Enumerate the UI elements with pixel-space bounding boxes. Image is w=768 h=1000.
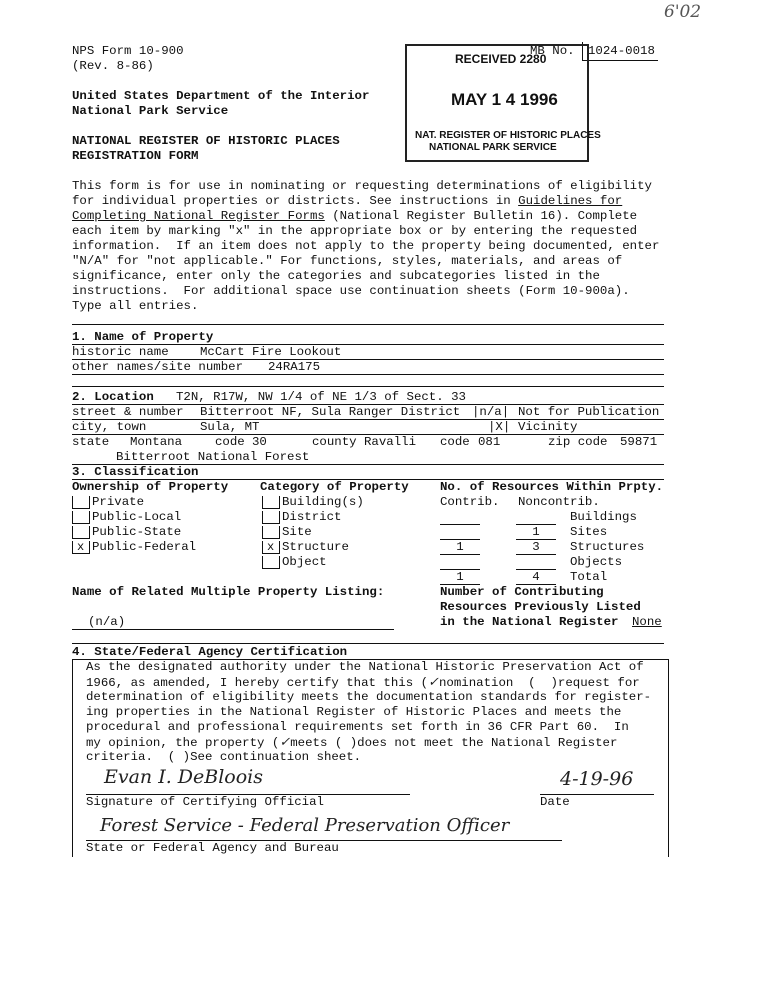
other-names-label: other names/site number <box>72 360 244 374</box>
form-subtitle: REGISTRATION FORM <box>72 149 199 163</box>
received-stamp <box>405 44 601 162</box>
section-2-heading: 2. Location <box>72 390 154 404</box>
state-value: Montana <box>130 435 183 449</box>
previously-listed-value: None <box>632 615 662 629</box>
ownership-option-label: Public-State <box>92 525 182 539</box>
ownership-option-label: Public-Federal <box>92 540 197 554</box>
category-option-label: Building(s) <box>282 495 364 509</box>
omb-number: 1024-0018 <box>588 44 655 58</box>
category-heading: Category of Property <box>260 480 409 494</box>
ownership-option-label: Public-Local <box>92 510 182 524</box>
state-code-value: 30 <box>252 435 267 449</box>
ownership-heading: Ownership of Property <box>72 480 229 494</box>
date-label: Date <box>540 795 570 809</box>
contributing-count <box>440 525 480 540</box>
noncontributing-count <box>516 555 556 570</box>
department-name: United States Department of the Interior <box>72 89 370 103</box>
section-1-heading: 1. Name of Property <box>72 330 214 344</box>
noncontrib-heading: Noncontrib. <box>518 495 600 509</box>
ownership-checkbox <box>72 526 90 539</box>
certifying-signature: Evan I. DeBloois <box>104 766 264 788</box>
noncontributing-count: 1 <box>516 525 556 540</box>
category-checkbox <box>262 496 280 509</box>
cert-line: criteria. ( )See continuation sheet. <box>86 750 362 764</box>
category-checkbox <box>262 556 280 569</box>
cert-line <box>86 675 640 691</box>
agency-name: National Park Service <box>72 104 229 118</box>
contributing-count <box>440 510 480 525</box>
section-4-heading: 4. State/Federal Agency Certification <box>72 645 348 659</box>
cert-line: procedural and professional requirements set forth in 36 CFR Part 60. In <box>86 720 629 734</box>
form-revision: (Rev. 8-86) <box>72 59 154 73</box>
previously-listed-label: Resources Previously Listed <box>440 600 641 614</box>
cert-line <box>86 735 617 751</box>
intro-text: (National Register Bulletin 16). Complete <box>324 209 638 223</box>
cert-text: my opinion, the property ( <box>86 736 280 750</box>
vicinity-box: |X| <box>488 420 511 434</box>
forest-name: Bitterroot National Forest <box>116 450 310 464</box>
cert-text: meets ( )does not meet the National Register <box>290 736 618 750</box>
category-option-label: Site <box>282 525 312 539</box>
category-checkbox <box>262 511 280 524</box>
resource-type-label: Objects <box>570 555 623 569</box>
noncontributing-count <box>516 510 556 525</box>
intro-line <box>72 209 637 224</box>
resource-type-label: Buildings <box>570 510 637 524</box>
contributing-count: 1 <box>440 570 480 585</box>
omb-underline <box>582 60 658 61</box>
state-code-label: code <box>215 435 245 449</box>
agency-handwritten: Forest Service - Federal Preservation Officer <box>100 815 510 836</box>
legal-description: T2N, R17W, NW 1/4 of NE 1/3 of Sect. 33 <box>176 390 466 404</box>
street-label: street & number <box>72 405 184 419</box>
county-code-value: 081 <box>478 435 501 449</box>
stamp-service: NATIONAL PARK SERVICE <box>429 142 557 153</box>
county-value: Ravalli <box>364 435 417 449</box>
category-checkbox <box>262 541 280 554</box>
cert-line: As the designated authority under the National Historic Preservation Act of <box>86 660 644 674</box>
certification-box-right <box>668 659 669 857</box>
related-listing-value: (n/a) <box>88 615 126 629</box>
intro-line: "N/A" for "not applicable." For functions, styles, materials, and areas of <box>72 254 623 268</box>
guidelines-link-cont: Completing National Register Forms <box>72 209 325 223</box>
cert-line: ing properties in the National Register of Historic Places and meets the <box>86 705 622 719</box>
intro-text: for individual properties or districts. See instructions in <box>72 194 519 208</box>
ownership-checkbox <box>72 541 90 554</box>
state-label: state <box>72 435 110 449</box>
meets-check-icon: ✓ <box>279 735 291 750</box>
field-rule <box>72 374 664 375</box>
omb-label: MB No. <box>530 44 575 58</box>
zip-value: 59871 <box>620 435 658 449</box>
stamp-received: RECEIVED 2280 <box>455 52 547 66</box>
contributing-count: 1 <box>440 540 480 555</box>
resource-type-label: Sites <box>570 525 608 539</box>
ownership-checkbox <box>72 496 90 509</box>
contrib-heading: Contrib. <box>440 495 500 509</box>
historic-name-label: historic name <box>72 345 169 359</box>
intro-line: information. If an item does not apply to the property being documented, enter <box>72 239 660 253</box>
resource-type-label: Total <box>570 570 608 584</box>
not-for-publication-box: |n/a| <box>472 405 510 419</box>
county-label: county <box>312 435 357 449</box>
nomination-check-icon: ✓ <box>428 675 439 690</box>
intro-line <box>72 194 622 209</box>
contributing-count <box>440 555 480 570</box>
related-listing-rule <box>72 629 394 630</box>
guidelines-link: Guidelines for <box>518 194 623 208</box>
not-for-publication-label: Not for Publication <box>518 405 660 419</box>
section-3-heading: 3. Classification <box>72 465 199 479</box>
intro-line: each item by marking "x" in the appropriate box or by entering the requested <box>72 224 638 238</box>
stamp-register: NAT. REGISTER OF HISTORIC PLACES <box>415 130 601 141</box>
intro-line: Type all entries. <box>72 299 199 313</box>
form-title: NATIONAL REGISTER OF HISTORIC PLACES <box>72 134 340 148</box>
category-checkbox <box>262 526 280 539</box>
certification-box-left <box>72 659 73 857</box>
section-rule <box>72 386 664 387</box>
zip-label: zip code <box>548 435 608 449</box>
intro-line: significance, enter only the categories and subcategories listed in the <box>72 269 600 283</box>
historic-name-value: McCart Fire Lookout <box>200 345 342 359</box>
corner-handwritten-mark: 6'02 <box>664 2 702 22</box>
ownership-checkbox <box>72 511 90 524</box>
form-number: NPS Form 10-900 <box>72 44 184 58</box>
checkbox-mark: x <box>77 540 85 554</box>
vicinity-label: Vicinity <box>518 420 578 434</box>
noncontributing-count: 3 <box>516 540 556 555</box>
cert-text: 1966, as amended, I hereby certify that this ( <box>86 676 429 690</box>
intro-line: This form is for use in nominating or requesting determinations of eligibility <box>72 179 652 193</box>
previously-listed-label: in the National Register <box>440 615 619 629</box>
related-listing-label: Name of Related Multiple Property Listing: <box>72 585 385 599</box>
category-option-label: Object <box>282 555 327 569</box>
resource-type-label: Structures <box>570 540 645 554</box>
category-option-label: District <box>282 510 342 524</box>
intro-line: instructions. For additional space use continuation sheets (Form 10-900a). <box>72 284 630 298</box>
signature-label: Signature of Certifying Official <box>86 795 324 809</box>
previously-listed-label: Number of Contributing <box>440 585 604 599</box>
category-option-label: Structure <box>282 540 349 554</box>
stamp-date: MAY 1 4 1996 <box>451 90 558 109</box>
cert-text: nomination ( )request for <box>438 676 640 690</box>
signature-date: 4-19-96 <box>560 768 634 790</box>
county-code-label: code <box>440 435 470 449</box>
other-names-value: 24RA175 <box>268 360 321 374</box>
checkbox-mark: x <box>267 540 275 554</box>
city-label: city, town <box>72 420 147 434</box>
resources-heading: No. of Resources Within Prpty. <box>440 480 664 494</box>
street-value: Bitterroot NF, Sula Ranger District <box>200 405 461 419</box>
agency-label: State or Federal Agency and Bureau <box>86 841 339 855</box>
ownership-option-label: Private <box>92 495 145 509</box>
noncontributing-count: 4 <box>516 570 556 585</box>
section-rule <box>72 643 664 644</box>
cert-line: determination of eligibility meets the documentation standards for register- <box>86 690 652 704</box>
city-value: Sula, MT <box>200 420 260 434</box>
section-rule <box>72 324 664 325</box>
